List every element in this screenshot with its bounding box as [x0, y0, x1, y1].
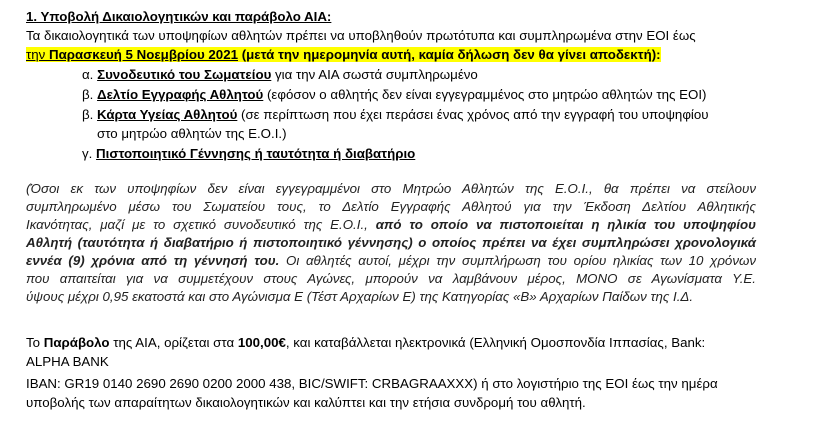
item-desc: (εφόσον ο αθλητής δεν είναι εγγεγραμμένος στο μητρώο αθλητών της ΕΟΙ) — [263, 87, 707, 102]
fee-label: Παράβολο — [43, 335, 110, 350]
note-line-part: Ικανότητας, μαζί με το σχετικό συνοδευτικό της Ε.Ο.Ι., — [26, 217, 376, 232]
item-title: Συνοδευτικό του Σωματείου — [97, 67, 272, 82]
note-line: Αθλητή (ταυτότητα ή διαβατήριο ή πιστοποιητικό γέννησης) ο οποίος πρέπει να έχει συμπληρώσει χρονολογικά — [26, 235, 756, 250]
document-item — [82, 145, 415, 163]
item-title: Δελτίο Εγγραφής Αθλητού — [97, 87, 264, 102]
document-item — [82, 86, 706, 104]
section-heading: 1. Υποβολή Δικαιολογητικών και παράβολο ΑΙΑ: — [26, 9, 332, 24]
item-marker: β. — [82, 107, 94, 122]
item-title: Κάρτα Υγείας Αθλητού — [97, 107, 238, 122]
deadline-prefix: την — [26, 47, 49, 62]
item-marker: β. — [82, 87, 94, 102]
note-line — [26, 252, 756, 270]
item-marker: γ. — [82, 146, 93, 161]
note-line: (Όσοι εκ των υποψηφίων δεν είναι εγγεγραμμένοι στο Μητρώο Αθλητών της Ε.Ο.Ι., θα πρέπει να στείλουν — [26, 181, 756, 196]
note-line — [26, 216, 756, 234]
fee-amount: 100,00€ — [237, 335, 286, 350]
item-desc: (σε περίπτωση που έχει περάσει ένας χρόνος από την εγγραφή του υποψηφίου — [237, 107, 709, 122]
deadline-note: (μετά την ημερομηνία αυτή, καμία δήλωση δεν θα γίνει αποδεκτή): — [238, 47, 661, 62]
fee-coverage-line: υποβολής των απαραίτητων δικαιολογητικών και καλύπτει και την ετήσια συνδρομή του αθλητή. — [26, 395, 586, 410]
item-title: Πιστοποιητικό Γέννησης ή ταυτότητα ή διαβατήριο — [96, 146, 416, 161]
bank-name: ALPHA BANK — [26, 354, 109, 369]
fee-text: της ΑΙΑ, ορίζεται στα — [109, 335, 238, 350]
fee-line — [26, 334, 705, 352]
item-marker: α. — [82, 67, 94, 82]
document-item — [82, 66, 478, 84]
intro-text: Τα δικαιολογητικά των υποψηφίων αθλητών πρέπει να υποβληθούν πρωτότυπα και συμπληρωμένα στην ΕΟΙ έως — [26, 28, 696, 43]
note-line: συμπληρωμένο μέσω του Σωματείου τους, το Δελτίο Εγγραφής Αθλητού για την Έκδοση Δελτίου Αθλητικής — [26, 199, 756, 214]
iban-line: IBAN: GR19 0140 2690 2690 0200 2000 438, BIC/SWIFT: CRBAGRAAXXX) ή στο λογιστήριο της ΕΟΙ έως την ημέρα — [26, 376, 718, 391]
deadline-date: Παρασκευή 5 Νοεμβρίου 2021 — [49, 47, 238, 62]
item-desc-continued: στο μητρώο αθλητών της Ε.Ο.Ι.) — [97, 126, 287, 141]
note-line: ύψους μέχρι 0,95 εκατοστά και στο Αγώνισμα Ε (Τέστ Αρχαρίων Ε) της Κατηγορίας «Β» Αρχαρίων Παίδων της Ι.Δ. — [26, 289, 694, 304]
note-line-bold: εννέα (9) χρόνια από τη γέννησή του. — [26, 253, 280, 268]
item-desc: για την ΑΙΑ σωστά συμπληρωμένο — [271, 67, 478, 82]
note-line: που απαιτείται για να συμμετέχουν στους Αγώνες, μπορούν να λαμβάνουν μέρος, ΜΟΝΟ σε Αγωνίσματα Υ.Ε. — [26, 271, 756, 286]
document-item — [82, 106, 709, 124]
note-paragraph — [26, 180, 756, 306]
fee-text: Το — [26, 335, 44, 350]
deadline-line — [26, 46, 661, 64]
note-line-bold: από το οποίο να πιστοποιείται η ηλικία του υποψηφίου — [375, 217, 756, 232]
fee-text: , και καταβάλλεται ηλεκτρονικά (Ελληνική Ομοσπονδία Ιππασίας, Bank: — [285, 335, 706, 350]
note-line-part: Οι αθλητές αυτοί, μέχρι την συμπλήρωση του ορίου ηλικίας των 10 χρόνων — [279, 253, 756, 268]
